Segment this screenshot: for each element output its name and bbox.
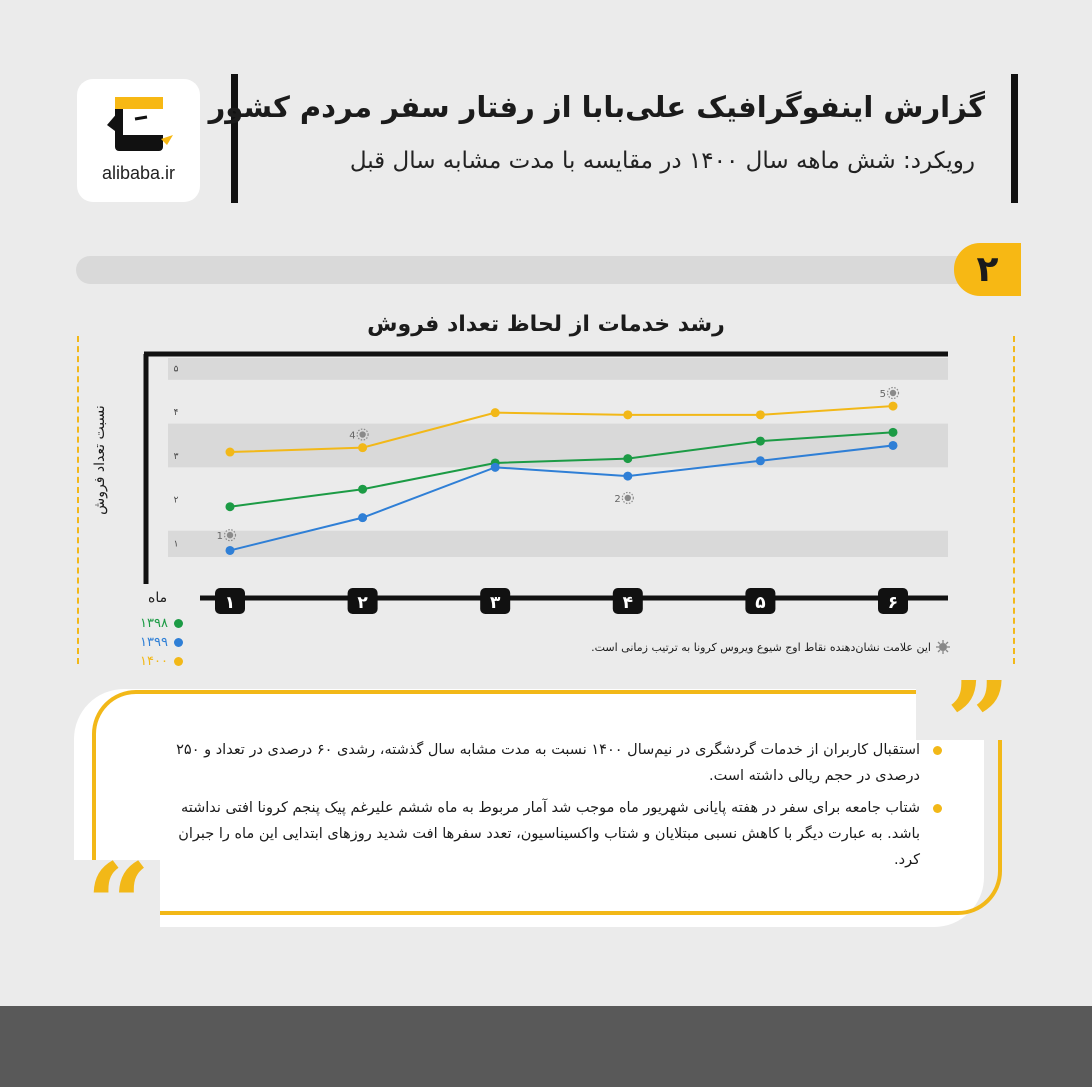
x-tick-label-4: ۴ <box>622 593 633 613</box>
series-1-point-5 <box>756 437 765 446</box>
series-1-point-2 <box>358 485 367 494</box>
legend-item-1400 <box>140 652 183 671</box>
grid-band-1 <box>168 531 948 557</box>
x-tick-label-2: ۲ <box>357 593 368 613</box>
series-3-point-3 <box>491 408 500 417</box>
legend-label-1398: ۱۳۹۸ <box>140 616 168 631</box>
series-2-point-3 <box>491 463 500 472</box>
series-3-point-5 <box>756 410 765 419</box>
legend-label-1399: ۱۳۹۹ <box>140 635 168 650</box>
chart-title: رشد خدمات از لحاظ تعداد فروش <box>367 312 725 337</box>
footer-bar <box>0 1006 1092 1087</box>
corona-peak-icon-1 <box>227 532 233 538</box>
corona-peak-icon-2 <box>625 495 631 501</box>
legend-dot-1399 <box>174 638 183 647</box>
series-1-point-1 <box>226 502 235 511</box>
x-tick-label-1: ۱ <box>224 593 236 613</box>
series-3-point-6 <box>889 402 898 411</box>
summary-bullet-2: شتاب جامعه برای سفر در هفته پایانی شهریور ماه موجب شد آمار مربوط به ماه ششم علیرغم پیک پنجم کرونا افتی نداشته باشد. به عبارت دیگر با کاهش نسبی مبتلایان و شتاب واکسیناسیون، تعدد سفرها افت شدید روزهای ابتدایی این ماه را جبران کرد. <box>152 795 942 873</box>
logo-text: alibaba.ir <box>101 163 176 183</box>
legend-item-1398 <box>140 614 183 633</box>
x-axis-label: ماه <box>148 590 168 606</box>
quote-close-icon: “ <box>86 840 151 971</box>
y-tick-label-2: ۲ <box>173 495 179 506</box>
corona-peak-label-3: 4 <box>349 430 356 442</box>
series-2-point-6 <box>889 441 898 450</box>
summary-bullet-1: استقبال کاربران از خدمات گردشگری در نیم‌سال ۱۴۰۰ نسبت به مدت مشابه سال گذشته، رشدی ۶۰ درصدی در تعداد و ۲۵۰ درصدی در حجم ریالی داشته است. <box>152 737 942 789</box>
corona-note-text: این علامت نشان‌دهنده نقاط اوج شیوع ویروس کرونا به ترتیب زمانی است. <box>591 640 931 654</box>
grid-band-3 <box>168 358 948 380</box>
y-tick-label-1: ۱ <box>173 539 179 550</box>
legend-dot-1398 <box>174 619 183 628</box>
y-tick-label-3: ۳ <box>173 451 179 462</box>
series-1-point-4 <box>623 454 632 463</box>
corona-peak-label-2: 2 <box>614 493 621 505</box>
legend <box>140 614 183 671</box>
series-2-point-5 <box>756 456 765 465</box>
corona-peak-label-4: 5 <box>879 388 886 400</box>
y-axis-label-text: نسبت تعداد فروش <box>92 405 108 515</box>
y-tick-label-4: ۴ <box>173 408 179 419</box>
series-3-point-2 <box>358 443 367 452</box>
corona-peak-label-1: 1 <box>216 531 223 543</box>
legend-dot-1400 <box>174 657 183 666</box>
quote-open-icon: ” <box>946 658 1011 789</box>
page-subtitle: رویکرد: شش ماهه سال ۱۴۰۰ در مقایسه با مدت مشابه سال قبل <box>349 148 975 174</box>
x-tick-label-6: ۶ <box>887 593 899 613</box>
series-2-point-2 <box>358 513 367 522</box>
virus-icon <box>936 640 950 654</box>
series-3-point-4 <box>623 410 632 419</box>
y-tick-label-5: ۵ <box>173 364 179 375</box>
series-1-point-6 <box>889 428 898 437</box>
x-tick-label-5: ۵ <box>755 593 766 613</box>
series-2-point-4 <box>623 472 632 481</box>
corona-note <box>591 640 950 654</box>
page-title: گزارش اینفوگرافیک علی‌بابا از رفتار سفر مردم کشور <box>208 90 985 124</box>
legend-item-1399 <box>140 633 183 652</box>
section-number: ۲ <box>954 243 1021 296</box>
legend-label-1400: ۱۴۰۰ <box>140 654 168 669</box>
series-2-point-1 <box>226 546 235 555</box>
corona-peak-icon-4 <box>890 390 896 396</box>
x-tick-label-3: ۳ <box>490 593 501 613</box>
summary-bullets <box>152 737 942 879</box>
series-3-point-1 <box>226 448 235 457</box>
corona-peak-icon-3 <box>359 431 365 437</box>
